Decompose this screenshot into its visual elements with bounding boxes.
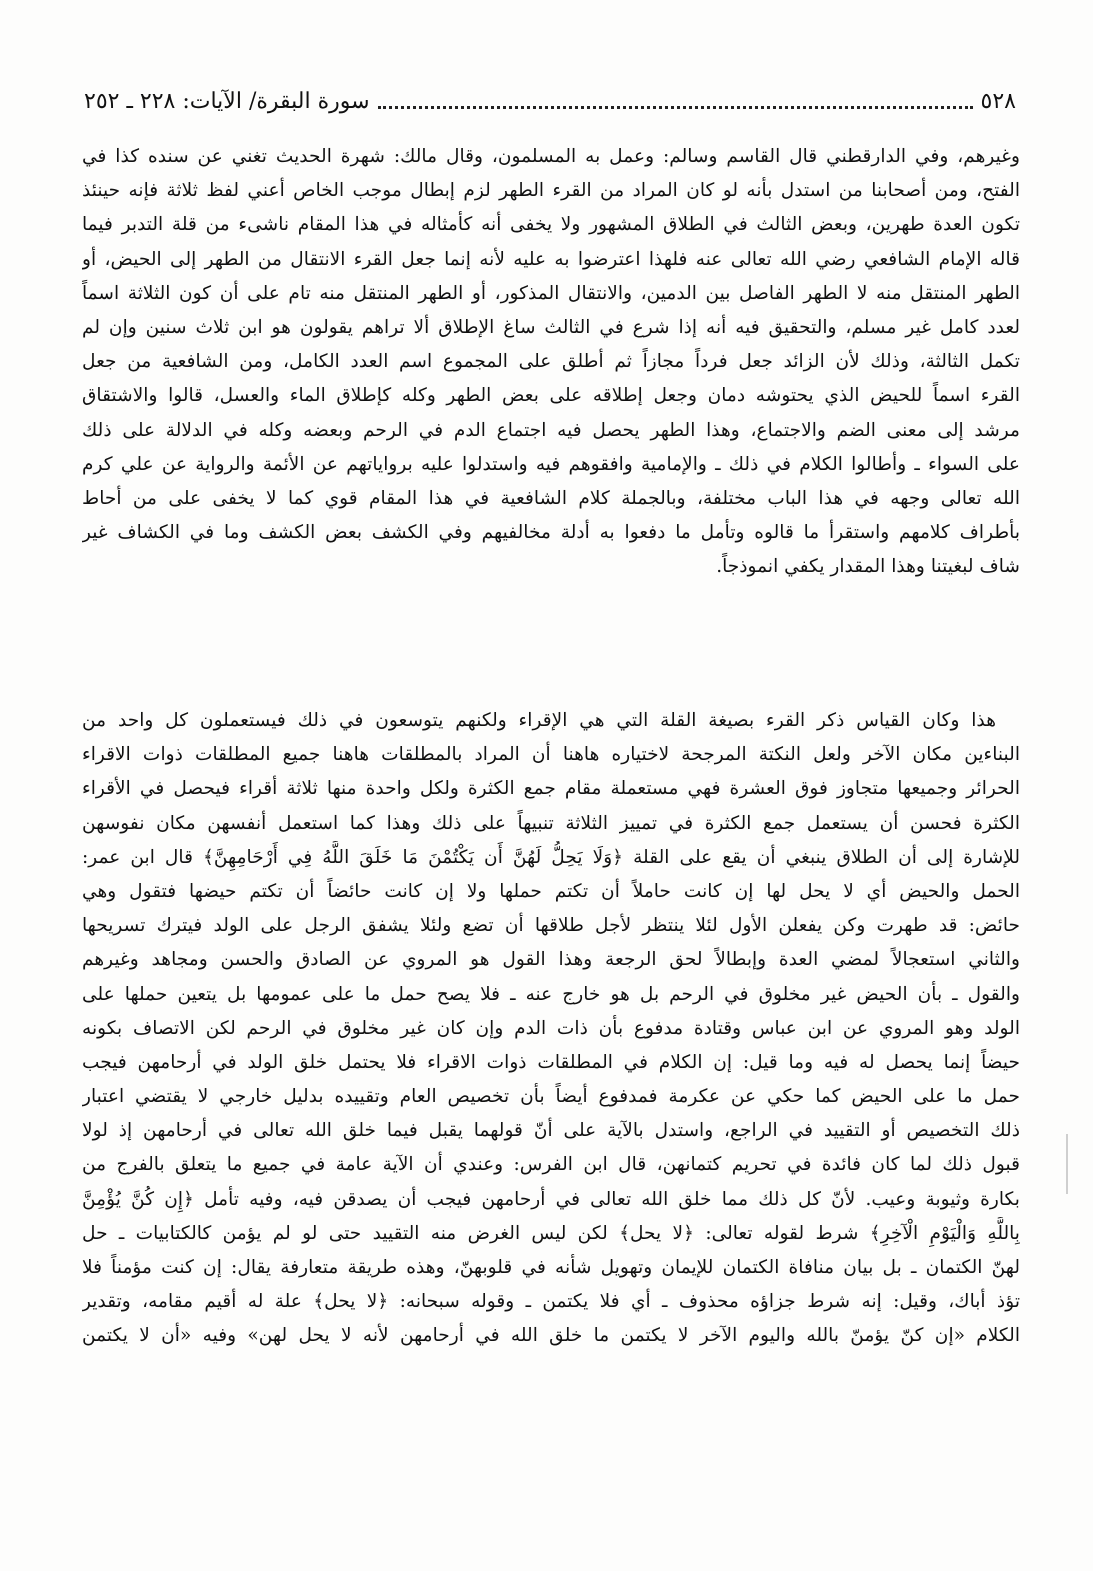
text-line-quran-verse: بِاللَّهِ وَالْيَوْمِ الْآخِرِ﴾ شرط لقوله تعالى: ﴿لا يحل﴾ لكن ليس الغرض منه التقييد حتى لو لم يؤمن كالكتابيات ـ حل bbox=[82, 1222, 1020, 1244]
text-line-quran-verse: بكارة وثيوبة وعيب. لأنّ كل ذلك مما خلق الله تعالى في أرحامهن فيجب أن يصدقن فيه، وفيه تأمل ﴿إِن كُنَّ يُؤْمِنَّ bbox=[82, 1188, 1020, 1210]
text-line: حيضاً إنما يحصل له فيه وما قيل: إن الكلام في المطلقات ذوات الاقراء فلا يحتمل خلق الولد في أرحامهن فيجب bbox=[82, 1051, 1020, 1073]
page-number: ٥٢٨ bbox=[980, 88, 1016, 114]
text-line: حائض: قد طهرت وكن يفعلن الأول لئلا ينتظر لأجل طلاقها أن تضع ولئلا يشفق الرجل على الولد فيترك تسريحها bbox=[82, 915, 1020, 937]
text-line: هذا وكان القياس ذكر القرء بصيغة القلة التي هي الإقراء ولكنهم يتوسعون في ذلك فيستعملون كل واحد من bbox=[82, 710, 996, 731]
text-line: الحمل والحيض أي لا يحل لها إن كانت حاملاً أن تكتم حملها ولا إن كانت حائضاً أن تكتم حيضها فتقول وهي bbox=[82, 880, 1020, 902]
text-line: تكون العدة طهرين، وبعض الثالث في الطلاق المشهور ولا يخفى أنه كأمثاله في هذا المقام ناشىء من قلة التدبر فيما bbox=[82, 214, 1020, 236]
text-line: الفتح، ومن أصحابنا من استدل بأنه لو كان المراد من القرء الطهر لزم إبطال موجب الخاص أعني لفظ ثلاثة فإنه حينئذ bbox=[82, 180, 1020, 202]
paragraph-commentary bbox=[82, 704, 1020, 1354]
text-line: الولد وهو المروي عن ابن عباس وقتادة مدفوع بأن ذات الدم وإن كان غير مخلوق في الرحم لكن الاتصاف بكونه bbox=[82, 1017, 1020, 1039]
text-line: الله تعالى وجهه في هذا الباب مختلفة، وبالجملة كلام الشافعية في هذا المقام قوي كما لا يخفى على من أحاط bbox=[82, 487, 1020, 509]
text-line: بأطراف كلامهم واستقرأ ما قالوه وتأمل ما دفعوا به أدلة مخالفيهم وفي الكشف بعض الكشف وما في الكشاف غير bbox=[82, 522, 1020, 544]
text-line: الكلام «إن كنّ يؤمنّ بالله واليوم الآخر لا يكتمن ما خلق الله في أرحامهن لأنه لا يحل لهن» وفيه «أن لا يكتمن bbox=[82, 1325, 1020, 1347]
page-header bbox=[84, 84, 1016, 118]
text-line: مرشد إلى معنى الضم والاجتماع، وهذا الطهر يحصل فيه اجتماع الدم في الرحم وبعضه وكله في الدلالة على ذلك bbox=[82, 419, 1020, 441]
text-line: حمل ما على الحيض كما حكي عن عكرمة فمدفوع أيضاً بأن تخصيص العام وتقييده بدليل خارجي لا يقتضي اعتبار bbox=[82, 1086, 1020, 1108]
text-line: لعدد كامل غير مسلم، والتحقيق فيه أنه إذا شرع في الثالث ساغ الإطلاق ألا تراهم يقولون هو ابن ثلاث سنين وإن لم bbox=[82, 316, 1020, 338]
text-line: تؤذ أباك، وقيل: إنه شرط جزاؤه محذوف ـ أي فلا يكتمن ـ وقوله سبحانه: ﴿لا يحل﴾ علة له أقيم مقامه، وتقدير bbox=[82, 1291, 1020, 1313]
text-line: قاله الإمام الشافعي رضي الله تعالى عنه فلهذا اعترضوا به عليه لأنه إنما جعل القرء الانتقال من الطهر إلى الحيض، أو bbox=[82, 248, 1020, 270]
text-line: البناءين مكان الآخر ولعل النكتة المرجحة لاختياره هاهنا أن المراد بالمطلقات هاهنا جميع المطلقات ذوات الاقراء bbox=[82, 744, 1020, 766]
text-line: قبول ذلك لما كان فائدة في تحريم كتمانهن، قال ابن الفرس: وعندي أن الآية عامة في جميع ما يتعلق بالفرج من bbox=[82, 1154, 1020, 1176]
text-line: والقول ـ بأن الحيض غير مخلوق في الرحم بل هو خارج عنه ـ فلا يصح حمل ما على عمومها بل يتعين حملها على bbox=[82, 983, 1020, 1005]
text-line: الحرائر وجميعها متجاوز فوق العشرة فهي مستعملة مقام جمع الكثرة ولكل واحدة منها ثلاثة أقراء فيحصل في الأقراء bbox=[82, 778, 1020, 800]
text-line: ذلك التخصيص أو التقييد في الراجع، واستدل بالآية على أنّ قولهما يقبل فيما خلق الله تعالى في أرحامهن إذ لولا bbox=[82, 1120, 1020, 1142]
text-line: لهنّ الكتمان ـ بل بيان منافاة الكتمان للإيمان وتهويل شأنه في قلوبهنّ، وهذه طريقة متعارفة يقال: إن كنت مؤمناً فلا bbox=[82, 1257, 1020, 1278]
text-line: شاف لبغيتنا وهذا المقدار يكفي انموذجاً. bbox=[716, 556, 1020, 578]
text-line: القرء اسماً للحيض الذي يحتوشه دمان وجعل إطلاقه على بعض الطهر وكله كإطلاق الماء والعسل، قالوا والاشتقاق bbox=[82, 385, 1020, 407]
text-line-quran-verse: للإشارة إلى أن الطلاق ينبغي أن يقع على القلة ﴿وَلَا يَحِلُّ لَهُنَّ أَن يَكْتُمْنَ مَا خَلَقَ اللَّهُ فِي أَرْحَامِهِنَّ﴾ قال ابن عمر: bbox=[82, 846, 1020, 868]
text-line: وغيرهم، وفي الدارقطني قال القاسم وسالم: وعمل به المسلمون، وقال مالك: شهرة الحديث تغني عن سنده كذا في bbox=[82, 146, 1020, 167]
text-line: الطهر المنتقل منه لا الطهر الفاصل بين الدمين، والانتقال المذكور، أو الطهر المنتقل منه تام على أن كون الثلاثة اسماً bbox=[82, 282, 1020, 304]
header-leader-dots bbox=[378, 106, 973, 109]
scan-margin-mark bbox=[1066, 1134, 1068, 1194]
text-line: تكمل الثالثة، وذلك لأن الزائد جعل فرداً مجازاً ثم أطلق على المجموع اسم العدد الكامل، ومن الشافعية من جعل bbox=[82, 351, 1020, 373]
text-line: والثاني استعجالاً لمضي العدة وإبطالاً لحق الرجعة وهذا القول هو المروي عن الصادق والحسن ومجاهد وغيرهم bbox=[82, 949, 1020, 971]
running-title: سورة البقرة/ الآيات: ٢٢٨ ـ ٢٥٢ bbox=[84, 88, 370, 114]
text-line: الكثرة فحسن أن يستعمل جمع الكثرة في تمييز الثلاثة تنبيهاً على ذلك وهذا كما استعمل أنفسهن مكان نفوسهن bbox=[82, 812, 1020, 834]
text-line: على السواء ـ وأطالوا الكلام في ذلك ـ والإمامية وافقوهم فيه واستدلوا عليه برواياتهم عن الأئمة والرواية عن علي كرم bbox=[82, 453, 1020, 475]
paragraph-continuation bbox=[82, 140, 1020, 584]
